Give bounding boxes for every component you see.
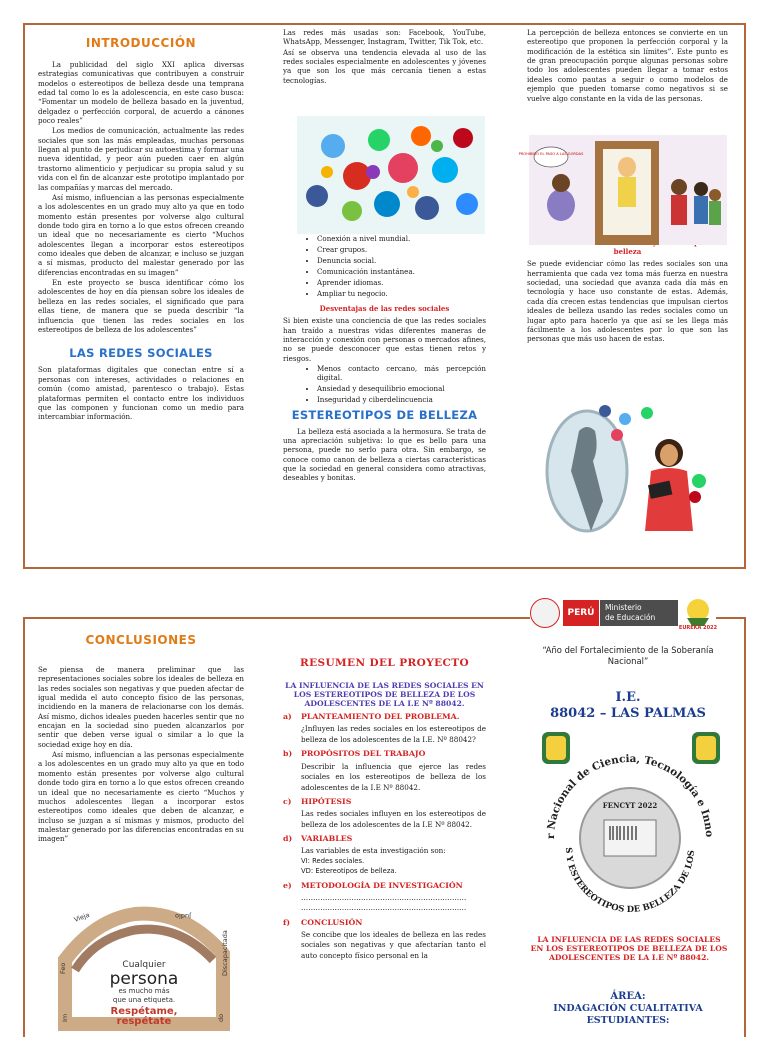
section-f-heading [283,918,486,928]
eureka-logo [678,596,718,631]
section-key: a) [283,712,292,722]
relacion-paragraph: Se puede evidenciar cómo las redes sociales son una herramienta que cada vez toma más fuerza en nuestra sociedad, una sociedad que avanza cada día más en tecnología y hace uso constante de estas. Además, cada día crecen estas tendencias que impulsan ciertos ideales de belleza usando las redes sociales como un lugar apto para hacerlo ya que así se les llega más fácilmente a los adolescentes por lo que son las personas que más uso hacen de estas. [527,259,728,344]
section-d-title: VARIABLES [301,834,353,844]
section-b-title: PROPÓSITOS DEL TRABAJO [301,749,426,759]
intro-paragraph-3: Así mismo, influencian a las personas especialmente a los adolescentes en un grado muy alto ya que en todo momento están presentes por volverse algo cultural donde todo gira en torno a lo que estos ofrecen creando un ideal que no necesariamente es cierto “Muchos adolescentes llegan a incorporar estos estereotipos como ideales que deben de alcanzar, e incluso se juzgan a sí mismas, producto del malestar generado por las diferencias encontradas en su imagen” [38,192,244,277]
list-item: • Comunicación instantánea. [317,267,486,276]
ministry-badge [600,600,678,626]
poster-line-4: que una etiqueta. [112,996,176,1004]
section-e-title: METODOLOGÍA DE INVESTIGACIÓN [301,880,463,890]
section-a-heading [283,712,486,722]
poster-line-6: respétate [116,1016,172,1027]
cover-project-title: LA INFLUENCIA DE LAS REDES SOCIALES EN LOS ESTEREOTIPOS DE BELLEZA DE LOS ADOLESCENTES DE LA I.E Nº 88042. [530,935,728,963]
respect-poster-image [55,910,233,1027]
list-item: • Inseguridad y ciberdelincuencia [317,395,486,404]
poster-word-feo: Feo [59,962,67,974]
ministry-line-2: de Educación [605,613,656,622]
section-d-body: Las variables de esta investigación son: [301,846,446,856]
social-media-icons-image [297,116,485,234]
project-arc-text: S Y ESTEREOTIPOS DE BELLEZA DE LOS [562,847,698,916]
section-c-body: Las redes sociales influyen en los estereotipos de belleza de los adolescentes de la I.E Nº 88042. [301,809,486,829]
fair-year: FENCYT 2022 [602,801,658,810]
relacion-title: belleza [613,247,642,257]
section-b-heading [283,749,486,759]
intro-paragraph-4: En este proyecto se busca identificar cómo los adolescentes de hoy en día piensan sobre los ideales de belleza en las redes sociales, el significado que para ellas tiene, de manera que se pueda describir “la influencia que tienen las redes sociales en los estereotipos de belleza de los adolescentes” [38,278,244,334]
mirror-selfie-image [529,401,727,535]
intro-column [38,33,244,523]
list-item: • Conexión a nivel mundial. [317,234,486,243]
poster-line-1: Cualquier [122,960,166,970]
desventajas-title: Desventajas de las redes sociales [319,304,450,314]
poster-line-2: persona [109,969,179,989]
conclusiones-paragraph-1: Se piensa de manera preliminar que las representaciones sociales sobre los ideales de belleza en las redes sociales son negativas y que pueden afectar de igual medida el auto concepto físico de las personas, incidiendo en la manera de relacionarse con los demás. Así mismo, dichos ideales pueden hacerles sentir que no encajan en la sociedad sino pueden alcanzarlos por sentir que deben verse igual o similar a lo que la sociedad exige hoy en día. [38,664,244,749]
conclusiones-heading: CONCLUSIONES [85,633,197,647]
poster-word-vieja: Vieja [72,910,91,924]
section-key: b) [283,749,293,759]
ministry-line-1: Ministerio [605,603,642,612]
area-value: INDAGACIÓN CUALITATIVA [553,1003,703,1014]
section-key: d) [283,834,293,844]
eureka-text: EUREKA 2022 [678,625,718,631]
fair-arc-text: r Nacional de Ciencia, Tecnología e Inno [544,752,716,840]
section-f-body: Se concibe que los ideales de belleza en las redes sociales son negativas y que afectarían tanto el auto concepto físico personal en la [301,929,486,960]
section-key: c) [283,796,292,806]
estereotipos-paragraph: La belleza está asociada a la hermosura. Se trata de una apreciación subjetiva: lo que es bello para una persona, puede no serlo para otra. Sin embargo, se conoce como canon de belleza a ciertas características que la sociedad en general considera como atractivas, deseables y bonitas. [283,426,486,483]
section-e-dots-2: …………………………………………………………… [301,903,467,913]
desventajas-paragraph: Si bien existe una conciencia de que las redes sociales han traído a nuestras vidas diferentes maneras de interacción y conexión con personas o mercados afines, no se puede desconocer que estas tienen retos y riesgos. [283,316,486,363]
intro-heading: INTRODUCCIÓN [85,36,197,50]
poster-line-5: Respétame, [110,1006,178,1017]
section-e-dots-1: …………………………………………………………… [301,892,467,902]
cartoon-beauty-sign-image [518,135,727,245]
redes-column [283,28,486,548]
resumen-title: RESUMEN DEL PROYECTO [299,657,470,669]
list-item: • Ansiedad y desequilibrio emocional [317,384,486,393]
ministry-header [530,596,716,632]
sign-text: PROHIBIDO EL PASO A LAS GORDAS [518,152,584,156]
poster-word-discapacitada: Discapacitada [221,930,229,976]
section-b-body: Describir la influencia que ejerce las redes sociales en los estereotipos de belleza de los adolescentes de la I.E Nº 88042. [301,761,486,792]
redes-usadas-text: Las redes más usadas son: Facebook, YouTube, WhatsApp, Messenger, Instagram, Twitter, Tik Tok, etc. [283,28,486,47]
section-key: f) [283,917,291,927]
list-item: • Ampliar tu negocio. [317,289,486,298]
year-slogan: “Año del Fortalecimiento de la Soberanía Nacional” [542,645,714,666]
section-c-title: HIPÓTESIS [301,796,352,806]
list-item: • Crear grupos. [317,245,486,254]
ventajas-list [283,234,486,298]
school-name [528,690,728,723]
redes-tendencia-text: Así se observa una tendencia elevada al uso de las redes sociales especialmente en adolescentes y jóvenes ya que son los que más cercanía tienen a estas tecnologías. [283,47,486,85]
list-item: • Menos contacto cercano, más percepción digital. [317,364,486,383]
section-a-body: ¿Influyen las redes sociales en los estereotipos de belleza de los adolescentes de la I.E. Nº 88042? [301,724,486,744]
list-item: • Denuncia social. [317,256,486,265]
poster-word-do: do [217,1013,225,1022]
resumen-subtitle: LA INFLUENCIA DE LAS REDES SOCIALES EN LOS ESTEREOTIPOS DE BELLEZA DE LOS ADOLESCENTES DE LA I.E Nº 88042. [285,680,484,709]
intro-paragraph-2: Los medios de comunicación, actualmente las redes sociales que son las más empleadas, muchas personas llegan al punto de perjudicar su autoestima y formar una nueva identidad, y peor aún pueden caer en algún trastorno alimenticio y perjudicar su propia salud y su vida con el fin de alcanzar este prototipo implantado por las compañías y marcas del mercado. [38,126,244,192]
poster-word-im: Im [61,1013,69,1022]
students-label: ESTUDIANTES: [586,1015,670,1026]
desventajas-list [283,364,486,404]
section-e-heading [283,881,486,891]
section-key: e) [283,880,292,890]
area-label: ÁREA: [610,991,646,1002]
school-ie: I.E. [615,690,641,705]
conclusiones-column [38,630,244,910]
intro-paragraph-1: La publicidad del siglo XXI aplica diversas estrategias comunicativas que contribuyen a construir modelos o estereotipos de belleza desde una temprana edad tal como lo es la adolescencia, en este caso busca: “Fomentar un modelo de belleza basado en la juventud, delgadez o perfección corporal, de acuerdo a cánones poco reales” [38,59,244,125]
poster-line-3: es mucho más [118,987,170,995]
school-code: 88042 – LAS PALMAS [550,706,706,722]
peru-shield-logo [530,598,560,628]
section-d-heading [283,834,486,844]
section-f-title: CONCLUSIÓN [301,917,363,927]
section-a-title: PLANTEAMIENTO DEL PROBLEMA. [301,712,460,722]
resumen-column [283,657,486,1024]
list-item: • Aprender idiomas. [317,278,486,287]
conclusiones-paragraph-2: Así mismo, influencian a las personas especialmente a los adolescentes en un grado muy alto ya que en todo momento están presentes por volverse algo cultural donde todo gira en torno a lo que estos ofrecen creando un ideal que no necesariamente es cierto “Muchos y muchos adolescentes llegan a incorporar estos estereotipos como ideales que deben de alcanzar, e incluso se juzgan a sí mismas y mismos, producto del malestar generado por las diferencias encontradas en su imagen” [38,750,244,844]
section-c-heading [283,797,486,807]
variable-dependent: VD: Estereotipos de belleza. [301,866,397,875]
redes-paragraph: Son plataformas digitales que conectan entre sí a personas con intereses, actividades o relaciones en común (como amistad, parentesco o trabajo). Estas plataformas permiten el contacto entre los individuos que las componen y funcionan como un medio para intercambiar información. [38,365,244,422]
peru-badge: PERÚ [563,600,599,626]
percepcion-paragraph: La percepción de belleza entonces se convierte en un estereotipo que proponen la perfección corporal y la modificación de la estética sin límites”. Este punto es de gran preocupación porque algunas personas sobre todo los adolescentes pueden llegar a tomar estos ideales como pautas a seguir o como modelos de ejemplo que pueden tomarse como negativos si se vuelve algo constante en la vida de las personas. [527,28,728,103]
estereotipos-heading: ESTEREOTIPOS DE BELLEZA [291,407,478,422]
poster-word-judio: Judío [175,912,191,920]
redes-heading: LAS REDES SOCIALES [69,346,213,361]
variable-independent: VI: Redes sociales. [301,856,365,865]
science-fair-badge [532,728,728,928]
